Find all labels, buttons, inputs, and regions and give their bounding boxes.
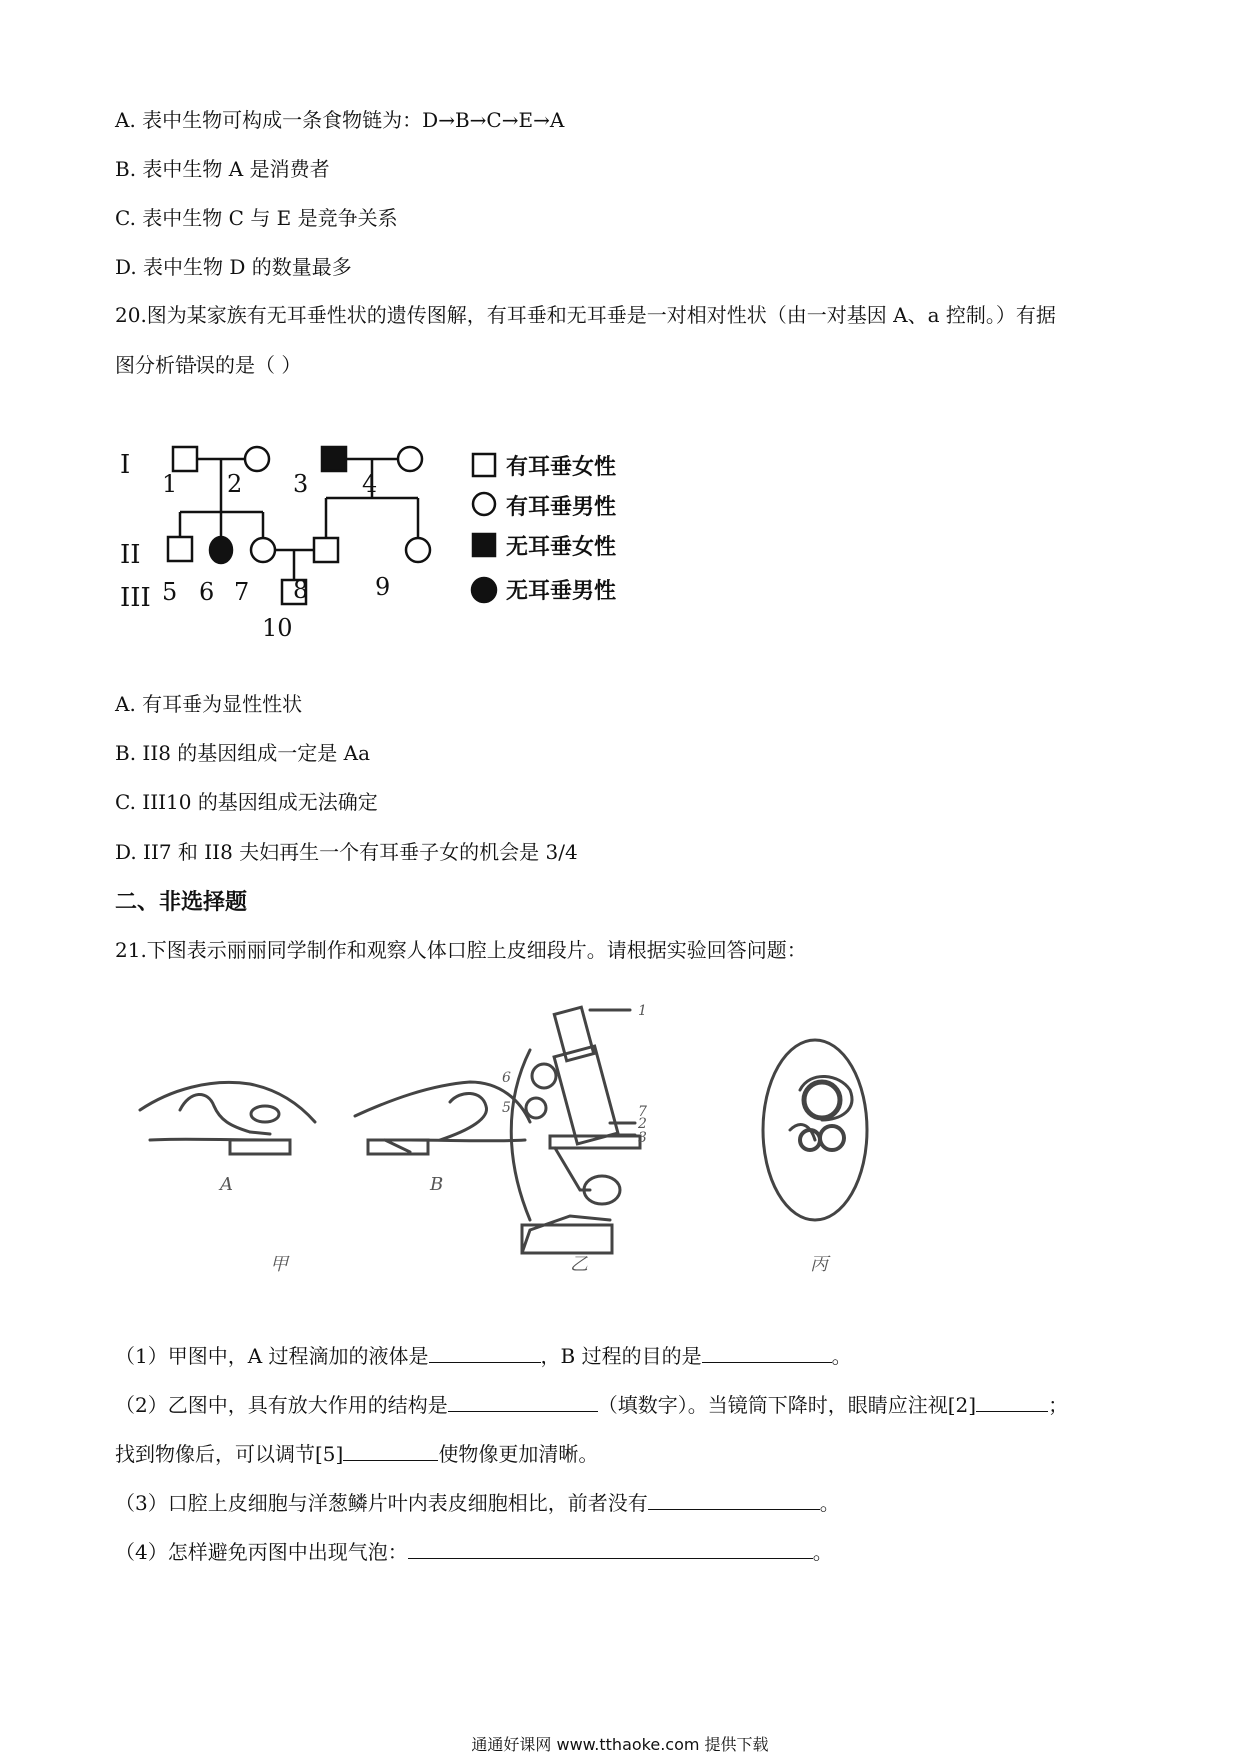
page-footer: 通通好课网 www.tthaoke.com 提供下载 — [471, 1735, 769, 1754]
individual-number-8: 8 — [293, 576, 309, 604]
figure-jia-a — [140, 1082, 315, 1154]
figure-label-bing: 丙 — [810, 1254, 828, 1275]
pedigree-individual-8 — [314, 538, 338, 562]
pedigree-individual-1 — [173, 447, 197, 471]
q21-sub1-text-a: （1）甲图中，A 过程滴加的液体是 — [115, 1344, 429, 1368]
answer-blank-2a[interactable] — [448, 1391, 598, 1412]
legend-shape-noear-male — [472, 578, 496, 602]
microscope-part-6: 6 — [502, 1070, 511, 1086]
individual-number-1: 1 — [162, 470, 178, 498]
q21-sub2-text-b: （填数字）。当镜筒下降时，眼睛应注视[2] — [597, 1393, 977, 1417]
pedigree-individual-3 — [322, 447, 346, 471]
legend-shape-hasear-female — [473, 454, 495, 476]
answer-blank-3[interactable] — [648, 1489, 820, 1510]
q20-option-b: B. II8 的基因组成一定是 Aa — [115, 741, 371, 765]
generation-label-2: II — [120, 540, 141, 570]
microscope-part-7: 7 — [638, 1104, 647, 1120]
q20-option-d: D. II7 和 II8 夫妇再生一个有耳垂子女的机会是 3/4 — [115, 840, 578, 864]
figure-label-b: B — [430, 1174, 444, 1195]
individual-number-9: 9 — [375, 573, 391, 601]
individual-number-3: 3 — [293, 470, 309, 498]
q20-stem-emphasis — [175, 353, 215, 377]
q19-option-d: D. 表中生物 D 的数量最多 — [115, 255, 352, 279]
q21-sub1-text-c: 。 — [831, 1344, 852, 1368]
microscope-part-5: 5 — [502, 1100, 511, 1116]
section-title: 二、非选择题 — [115, 890, 248, 915]
pedigree-individual-4 — [398, 447, 422, 471]
individual-number-4: 4 — [362, 470, 378, 498]
individual-number-5: 5 — [162, 578, 178, 606]
individual-number-2: 2 — [227, 470, 243, 498]
pedigree-individual-9 — [406, 538, 430, 562]
q21-sub1-text-b: ，B 过程的目的是 — [540, 1344, 702, 1368]
individual-number-7: 7 — [234, 578, 250, 606]
q19-option-b: B. 表中生物 A 是消费者 — [115, 157, 330, 181]
figure-label-a: A — [220, 1174, 233, 1195]
figure-label-jia: 甲 — [270, 1254, 288, 1275]
q20-stem — [115, 290, 1145, 390]
generation-label-1: I — [120, 450, 131, 480]
q20-stem-line2 — [115, 340, 1145, 390]
q21-sub2-cont — [115, 1440, 598, 1468]
microscope-figure — [511, 1007, 640, 1253]
q21-sub2 — [115, 1391, 1068, 1419]
microscope-part-2: 2 — [638, 1116, 647, 1132]
answer-blank-2c[interactable] — [343, 1440, 438, 1461]
pedigree-individual-5 — [168, 537, 192, 561]
q21-sub3 — [115, 1489, 840, 1517]
q20-stem-post: 的是（ ） — [215, 353, 302, 377]
individual-number-6: 6 — [199, 578, 215, 606]
emphasis-char: 误 · — [195, 353, 215, 377]
legend-label-hasear-male: 有耳垂男性 — [506, 494, 617, 520]
legend-label-hasear-female: 有耳垂女性 — [506, 454, 617, 480]
legend-shape-hasear-male — [473, 493, 495, 515]
q20-option-c: C. III10 的基因组成无法确定 — [115, 790, 378, 814]
answer-blank-2b[interactable] — [976, 1391, 1048, 1412]
q21-sub3-text-b: 。 — [819, 1491, 840, 1515]
field-of-view-figure — [763, 1040, 867, 1220]
q21-sub2-text-e: 使物像更加清晰。 — [438, 1442, 599, 1466]
answer-blank-1a[interactable] — [429, 1342, 541, 1363]
q20-stem-line1: 20.图为某家族有无耳垂性状的遗传图解，有耳垂和无耳垂是一对相对性状（由一对基因 A、a 控制。）有据 — [115, 303, 1056, 327]
q19-option-a: A. 表中生物可构成一条食物链为：D→B→C→E→A — [115, 108, 565, 132]
q19-option-c: C. 表中生物 C 与 E 是竞争关系 — [115, 206, 398, 230]
pedigree-individual-6 — [210, 537, 232, 563]
q21-sub3-text-a: （3）口腔上皮细胞与洋葱鳞片叶内表皮细胞相比，前者没有 — [115, 1491, 648, 1515]
q21-sub2-text-d: 找到物像后，可以调节[5] — [115, 1442, 344, 1466]
q21-figures — [110, 990, 930, 1310]
pedigree-individual-7 — [251, 538, 275, 562]
legend-label-noear-female: 无耳垂女性 — [506, 534, 617, 560]
q21-sub4-text-a: （4）怎样避免丙图中出现气泡： — [115, 1540, 408, 1564]
q21-intro: 21.下图表示丽丽同学制作和观察人体口腔上皮细段片。请根据实验回答问题： — [115, 938, 807, 962]
q21-sub2-text-c: ； — [1048, 1393, 1069, 1417]
q21-sub4 — [115, 1538, 833, 1566]
figure-jia-b — [355, 1082, 530, 1154]
emphasis-char: 错 · — [175, 353, 195, 377]
individual-number-10: 10 — [262, 614, 293, 642]
answer-blank-4[interactable] — [408, 1538, 813, 1559]
legend-label-noear-male: 无耳垂男性 — [506, 578, 617, 604]
pedigree-individual-2 — [245, 447, 269, 471]
legend-shape-noear-female — [473, 534, 495, 556]
figure-label-yi: 乙 — [570, 1254, 588, 1275]
microscope-part-1: 1 — [638, 1003, 647, 1019]
q20-stem-pre: 图分析 — [115, 353, 175, 377]
q21-sub4-text-b: 。 — [812, 1540, 833, 1564]
generation-label-3: III — [120, 583, 151, 613]
answer-blank-1b[interactable] — [702, 1342, 832, 1363]
pedigree-diagram — [120, 430, 680, 655]
q21-sub1 — [115, 1342, 852, 1370]
microscope-part-3: 3 — [638, 1130, 647, 1146]
q20-option-a: A. 有耳垂为显性性状 — [115, 692, 303, 716]
q21-sub2-text-a: （2）乙图中，具有放大作用的结构是 — [115, 1393, 448, 1417]
